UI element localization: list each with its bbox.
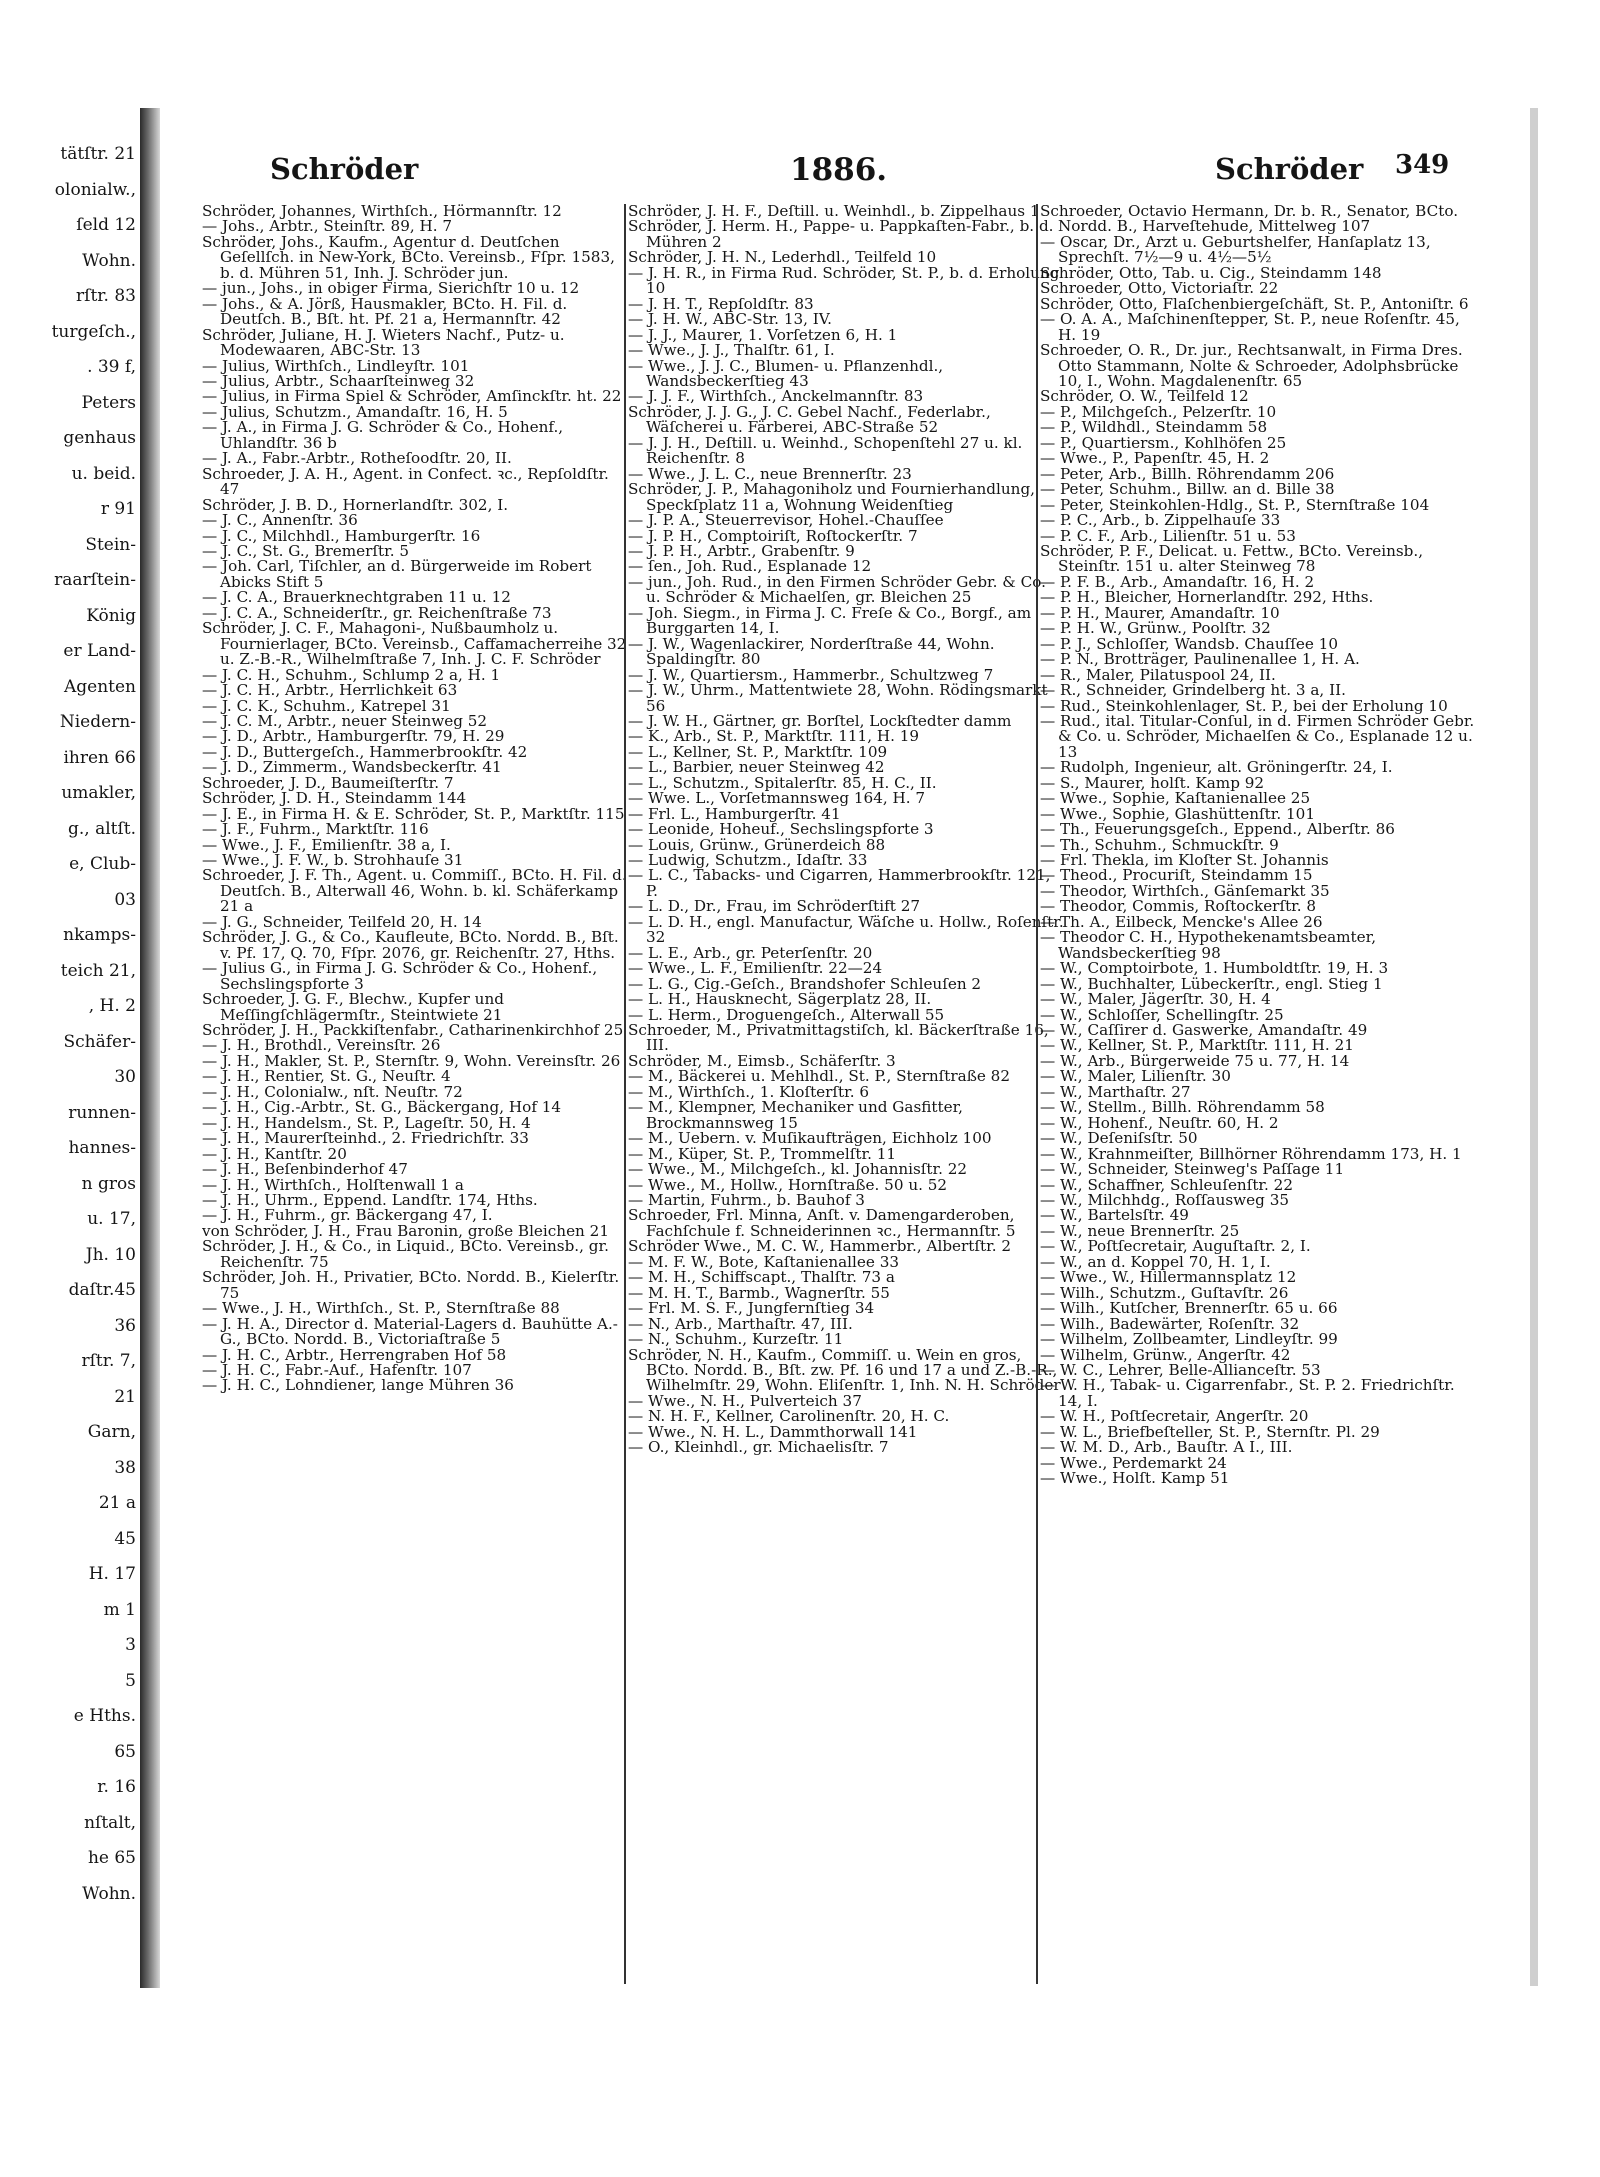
directory-entry: — R., Schneider, Grindelberg ht. 3 a, II. <box>1040 681 1346 700</box>
directory-entry: — J. H. A., Director d. Material-Lagers d. Bauhütte A.-G., BCto. Nordd. B., Victoriaſtraße 5 <box>202 1314 618 1349</box>
directory-entry: — Wilh., Badewärter, Roſenſtr. 32 <box>1040 1314 1300 1333</box>
directory-entry: — L. E., Arb., gr. Peterſenſtr. 20 <box>628 943 873 962</box>
directory-entry: — J. H., Cig.-Arbtr., St. G., Bäckergang, Hof 14 <box>202 1098 562 1117</box>
directory-entry: — W., Krahnmeiſter, Billhörner Röhrendamm 173, H. 1 <box>1040 1144 1462 1163</box>
directory-entry: — J. C., St. G., Bremerſtr. 5 <box>202 541 410 560</box>
directory-entry: — Johs., Arbtr., Steinſtr. 89, H. 7 <box>202 217 453 236</box>
directory-entry: — M., Wirthſch., 1. Kloſterſtr. 6 <box>628 1082 870 1101</box>
previous-page-fragment: 45 <box>114 1528 136 1549</box>
column-rule <box>624 204 626 1984</box>
page-edge <box>1530 108 1538 1986</box>
directory-entry: — Wwe., Perdemarkt 24 <box>1040 1453 1227 1472</box>
directory-entry: Schröder, J. H., Packkiſtenfabr., Catharinenkirchhof 25 <box>202 1021 624 1040</box>
directory-column-3 <box>1040 204 1475 1984</box>
directory-entry: — Martin, Fuhrm., b. Bauhof 3 <box>628 1191 865 1209</box>
directory-entry: — Julius, Wirthſch., Lindleyſtr. 101 <box>202 356 470 375</box>
directory-entry: — jun., Johs., in obiger Firma, Sierichſtr 10 u. 12 <box>202 279 580 298</box>
directory-entry: — J. H. C., Fabr.-Auf., Hafenſtr. 107 <box>202 1360 472 1379</box>
directory-entry: Schroeder, Otto, Victoriaſtr. 22 <box>1040 279 1279 298</box>
directory-entry: — J. J. H., Deſtill. u. Weinhd., Schopenſtehl 27 u. kl. Reichenſtr. 8 <box>628 433 1023 468</box>
directory-entry: Schroeder, J. D., Baumeiſterſtr. 7 <box>202 773 454 792</box>
directory-entry: — K., Arb., St. P., Marktſtr. 111, H. 19 <box>628 727 920 746</box>
directory-entry: — W., Schaffner, Schleuſenſtr. 22 <box>1040 1175 1294 1194</box>
directory-entry: — N., Schuhm., Kurzeſtr. 11 <box>628 1330 844 1349</box>
previous-page-fragment: Jh. 10 <box>85 1244 136 1265</box>
directory-entry: — L. D., Dr., Frau, im Schröderſtift 27 <box>628 897 921 916</box>
directory-entry: — Frl. M. S. F., Jungfernſtieg 34 <box>628 1299 875 1318</box>
previous-page-fragment: turgeſch., <box>51 321 136 342</box>
directory-entry: — Rud., ital. Titular-Conſul, in d. Firmen Schröder Gebr. & Co. u. Schröder, Michaelſen & Co., Esplanade 12 u. 13 <box>1040 711 1475 761</box>
directory-entry: — J. E., in Firma H. & E. Schröder, St. P., Marktſtr. 115 <box>202 804 625 823</box>
previous-page-fragment: genhaus <box>63 428 136 448</box>
directory-entry: — W., Schneider, Steinweg's Paſſage 11 <box>1040 1160 1345 1179</box>
directory-entry: — W., Caſſirer d. Gaswerke, Amandaſtr. 49 <box>1040 1021 1368 1040</box>
directory-entry: — J. H., Kantſtr. 20 <box>202 1144 347 1163</box>
directory-entry: — P. F. B., Arb., Amandaſtr. 16, H. 2 <box>1040 572 1315 591</box>
directory-entry: — J. H. C., Arbtr., Herrengraben Hof 58 <box>202 1345 507 1364</box>
directory-entry: — W. M. D., Arb., Bauſtr. A I., III. <box>1040 1438 1293 1457</box>
directory-entry: — J. W., Quartiersm., Hammerbr., Schultzweg 7 <box>628 665 994 684</box>
directory-entry: — L., Kellner, St. P., Marktſtr. 109 <box>628 742 888 761</box>
directory-column-1 <box>202 204 632 1984</box>
directory-entry: — Th. A., Eilbeck, Mencke's Allee 26 <box>1040 912 1323 931</box>
directory-entry: — Wilh., Kutſcher, Brennerſtr. 65 u. 66 <box>1040 1299 1338 1318</box>
directory-entry: — J. H. W., ABC-Str. 13, IV. <box>628 310 832 329</box>
previous-page-fragment: 65 <box>114 1741 136 1762</box>
directory-entry: — J. C. H., Schuhm., Schlump 2 a, H. 1 <box>202 665 501 684</box>
directory-entry: — J. P. A., Steuerrevisor, Hohel.-Chauſſee <box>628 511 944 530</box>
directory-entry: Schroeder, Octavio Hermann, Dr. b. R., Senator, BCto. Nordd. B., Harveſtehude, Mittelweg 107 <box>1040 204 1459 236</box>
previous-page-fragment: Agenten <box>63 676 136 697</box>
directory-page <box>160 108 1530 1986</box>
directory-entry: — Julius, in Firma Spiel & Schröder, Amſinckſtr. ht. 22 <box>202 387 622 406</box>
directory-entry: — L. D. H., engl. Manufactur, Wäſche u. Hollw., Roſenſtr. 32 <box>628 912 1064 947</box>
directory-entry: Schröder Wwe., M. C. W., Hammerbr., Albertſtr. 2 <box>628 1237 1012 1256</box>
directory-entry: — Louis, Grünw., Grünerdeich 88 <box>628 835 886 854</box>
directory-entry: Schröder, Johs., Kaufm., Agentur d. Deutſchen Geſellſch. in New-York, BCto. Vereinsb., Fſpr. 1583, b. d. Mühren 51, Inh. J. Schröder jun. <box>202 232 615 282</box>
running-head-left: Schröder <box>270 152 419 186</box>
directory-entry: — J. H. T., Repſoldſtr. 83 <box>628 294 814 313</box>
year-label: 1886. <box>790 152 888 188</box>
previous-page-fragment: 03 <box>114 889 136 910</box>
previous-page-fragment: Schäfer- <box>63 1031 136 1052</box>
directory-entry: — L., Schutzm., Spitalerſtr. 85, H. C., II. <box>628 773 937 792</box>
directory-entry: — J. C., Annenſtr. 36 <box>202 511 358 530</box>
previous-page-fragment: teich 21, <box>60 960 136 981</box>
directory-entry: — Th., Feuerungsgeſch., Eppend., Alberſtr. 86 <box>1040 820 1395 839</box>
directory-entry: — M. H. T., Barmb., Wagnerſtr. 55 <box>628 1283 890 1302</box>
directory-entry: Schröder, M., Eimsb., Schäferſtr. 3 <box>628 1051 896 1070</box>
previous-page-strip <box>0 118 146 1978</box>
directory-entry: — W., Kellner, St. P., Marktſtr. 111, H. 21 <box>1040 1036 1354 1055</box>
directory-entry: Schroeder, M., Privatmittagstiſch, kl. Bäckerſtraße 16, III. <box>628 1021 1049 1055</box>
directory-entry: — Theodor, Commis, Roſtockerſtr. 8 <box>1040 897 1317 916</box>
previous-page-fragment: 3 <box>125 1635 136 1655</box>
directory-entry: Schröder, J. J. G., J. C. Gebel Nachf., Federlabr., Wäſcherei u. Färberei, ABC-Straße 52 <box>628 402 991 437</box>
previous-page-fragment: g., altſt. <box>67 818 136 839</box>
previous-page-fragment: nkamps- <box>63 925 136 945</box>
previous-page-fragment: ſeld 12 <box>76 215 136 235</box>
previous-page-fragment: Peters <box>81 392 136 413</box>
directory-entry: Schroeder, O. R., Dr. jur., Rechtsanwalt, in Firma Dres. Otto Stammann, Nolte & Schroeder, Adolphsbrücke 10, I., Wohn. Magdalenenſtr. 65 <box>1040 341 1463 390</box>
previous-page-fragment: Stein- <box>85 534 136 555</box>
directory-entry: — L. Herm., Droguengeſch., Alterwall 55 <box>628 1005 945 1024</box>
directory-entry: — P., Quartiersm., Kohlhöfen 25 <box>1040 433 1287 452</box>
directory-entry: — P., Milchgeſch., Pelzerſtr. 10 <box>1040 402 1277 421</box>
directory-entry: — W. H., Poſtſecretair, Angerſtr. 20 <box>1040 1407 1309 1426</box>
page-header <box>160 150 1530 194</box>
directory-entry: — J. H. C., Lohndiener, lange Mühren 36 <box>202 1376 514 1395</box>
directory-entry: — W. C., Lehrer, Belle-Allianceſtr. 53 <box>1040 1360 1321 1379</box>
previous-page-fragment: , H. 2 <box>88 996 136 1016</box>
directory-entry: — J. H., Brothdl., Vereinsſtr. 26 <box>202 1036 441 1055</box>
directory-entry: — Wwe., M., Milchgeſch., kl. Johannisſtr. 22 <box>628 1160 968 1179</box>
directory-entry: — Frl. Thekla, im Kloſter St. Johannis <box>1040 851 1329 870</box>
directory-entry: — Wwe., Sophie, Glashüttenſtr. 101 <box>1040 804 1315 823</box>
previous-page-fragment: Niedern- <box>59 712 136 732</box>
book-gutter-shadow <box>140 108 160 1988</box>
directory-entry: Schröder, J. Herm. H., Pappe- u. Pappkaſten-Fabr., b. d. Mühren 2 <box>628 217 1054 251</box>
previous-page-fragment: n gros <box>81 1173 136 1194</box>
directory-entry: — Peter, Arb., Billh. Röhrendamm 206 <box>1040 464 1335 483</box>
directory-entry: — Oscar, Dr., Arzt u. Geburtshelfer, Hanſaplatz 13, Sprechſt. 7½—9 u. 4½—5½ <box>1040 232 1431 267</box>
directory-entry: — J. C., Milchhdl., Hamburgerſtr. 16 <box>202 526 481 545</box>
previous-page-fragment: u. 17, <box>87 1209 136 1229</box>
previous-page-fragment: e, Club- <box>69 854 136 874</box>
directory-entry: von Schröder, J. H., Frau Baronin, große Bleichen 21 <box>202 1221 609 1240</box>
directory-entry: Schroeder, Frl. Minna, Anſt. v. Damengarderoben, Fachſchule f. Schneiderinnen ꝛc., Hermannſtr. 5 <box>628 1206 1016 1240</box>
directory-entry: — Wwe., N. H., Pulverteich 37 <box>628 1391 862 1410</box>
directory-entry: — Leonide, Hoheuf., Sechslingspforte 3 <box>628 820 934 839</box>
directory-entry: — W., Stellm., Billh. Röhrendamm 58 <box>1040 1098 1325 1117</box>
previous-page-fragment: umakler, <box>61 783 136 803</box>
directory-entry: — Joh. Carl, Tiſchler, an d. Bürgerweide im Robert Abicks Stift 5 <box>202 557 592 591</box>
previous-page-fragment: daſtr.45 <box>68 1280 136 1300</box>
directory-entry: — W., Milchhdg., Roſſausweg 35 <box>1040 1191 1290 1209</box>
directory-entry: — Wwe., P., Papenſtr. 45, H. 2 <box>1040 449 1270 468</box>
directory-entry: — Wwe., J. J., Thalſtr. 61, I. <box>628 341 835 360</box>
previous-page-fragment: Wohn. <box>82 1883 136 1904</box>
directory-entry: — J. C. A., Schneiderſtr., gr. Reichenſtraße 73 <box>202 603 552 622</box>
directory-entry: — Peter, Schuhm., Billw. an d. Bille 38 <box>1040 480 1335 499</box>
directory-entry: — W., neue Brennerſtr. 25 <box>1040 1221 1240 1240</box>
directory-entry: — Wwe., J. H., Wirthſch., St. P., Sternſtraße 88 <box>202 1299 560 1318</box>
directory-entry: — J. D., Zimmerm., Wandsbeckerſtr. 41 <box>202 758 502 777</box>
previous-page-fragment: tätſtr. 21 <box>60 144 136 164</box>
previous-page-fragment: 21 a <box>98 1493 136 1513</box>
directory-entry: Schröder, P. F., Delicat. u. Fettw., BCto. Vereinsb., Steinſtr. 151 u. alter Steinweg 78 <box>1040 541 1424 576</box>
directory-entry: — Wwe., J. L. C., neue Brennerſtr. 23 <box>628 464 912 483</box>
directory-entry: — J. C. A., Brauerknechtgraben 11 u. 12 <box>202 588 511 607</box>
directory-entry: — W., Maler, Lilienſtr. 30 <box>1040 1067 1231 1086</box>
directory-entry: — Wwe., M., Hollw., Hornſtraße. 50 u. 52 <box>628 1175 948 1194</box>
directory-entry: — M., Uebern. v. Muſikaufträgen, Eichholz 100 <box>628 1129 992 1148</box>
directory-entry: — W., Bartelsſtr. 49 <box>1040 1206 1189 1225</box>
directory-entry: — W., Arb., Bürgerweide 75 u. 77, H. 14 <box>1040 1051 1350 1070</box>
directory-entry: — J. P. H., Comptoiriſt, Roſtockerſtr. 7 <box>628 526 918 545</box>
directory-entry: — M. H., Schiffscapt., Thalſtr. 73 a <box>628 1268 895 1287</box>
previous-page-fragment: Wohn. <box>82 250 136 271</box>
running-head-right: Schröder <box>1215 152 1364 186</box>
previous-page-fragment: raarſtein- <box>54 570 136 590</box>
directory-entry: — J. W., Uhrm., Mattentwiete 28, Wohn. Rödingsmarkt 56 <box>628 681 1048 715</box>
previous-page-fragment: e Hths. <box>73 1706 136 1726</box>
directory-entry: — J. D., Arbtr., Hamburgerſtr. 79, H. 29 <box>202 727 505 746</box>
directory-entry: — Peter, Steinkohlen-Hdlg., St. P., Sternſtraße 104 <box>1040 495 1430 514</box>
directory-entry: — P. N., Brotträger, Paulinenallee 1, H. A. <box>1040 650 1360 669</box>
directory-entry: Schröder, J. D. H., Steindamm 144 <box>202 789 467 808</box>
directory-entry: — J. A., Fabr.-Arbtr., Rotheſoodſtr. 20, II. <box>202 449 512 468</box>
directory-entry: — P. J., Schloſſer, Wandsb. Chauſſee 10 <box>1040 634 1338 653</box>
previous-page-fragment: rſtr. 83 <box>76 286 136 306</box>
directory-entry: — Ludwig, Schutzm., Idaſtr. 33 <box>628 851 868 870</box>
directory-entry: Schröder, J. H., & Co., in Liquid., BCto. Vereinsb., gr. Reichenſtr. 75 <box>202 1237 609 1271</box>
directory-entry: — Th., Schuhm., Schmuckſtr. 9 <box>1040 835 1279 854</box>
directory-entry: — J. P. H., Arbtr., Grabenſtr. 9 <box>628 541 855 560</box>
directory-entry: — Frl. L., Hamburgerſtr. 41 <box>628 804 841 823</box>
directory-entry: Schröder, N. H., Kaufm., Commiſſ. u. Wein en gros, BCto. Nordd. B., Bſt. zw. Pf. 16 und 17 a und Z.-B.-R., Wilhelmſtr. 29, Wohn. Eliſenſtr. 1, Inh. N. H. Schröder <box>628 1345 1061 1395</box>
directory-entry: — J. W., Wagenlackirer, Norderſtraße 44, Wohn. Spaldingſtr. 80 <box>628 634 995 669</box>
directory-entry: — Wwe., N. H. L., Dammthorwall 141 <box>628 1422 918 1441</box>
directory-entry: — L., Barbier, neuer Steinweg 42 <box>628 758 885 777</box>
directory-entry: — M., Bäckerei u. Mehlhdl., St. P., Sternſtraße 82 <box>628 1067 1010 1086</box>
directory-entry: — Rudolph, Ingenieur, alt. Gröningerſtr. 24, I. <box>1040 758 1393 777</box>
directory-entry: — Theodor, Wirthſch., Gänſemarkt 35 <box>1040 881 1330 900</box>
directory-entry: — P. H., Maurer, Amandaſtr. 10 <box>1040 603 1280 622</box>
directory-entry: — L. C., Tabacks- und Cigarren, Hammerbrookſtr. 121, P. <box>628 866 1051 900</box>
directory-entry: — Wwe., J. J. C., Blumen- u. Pflanzenhdl., Wandsbeckerſtieg 43 <box>628 356 944 390</box>
previous-page-fragment: 30 <box>114 1067 136 1087</box>
directory-entry: — jun., Joh. Rud., in den Firmen Schröder Gebr. & Co. u. Schröder & Michaelſen, gr. Bleichen 25 <box>628 572 1046 607</box>
directory-entry: — L. H., Hausknecht, Sägerplatz 28, II. <box>628 990 932 1009</box>
directory-entry: — W. L., Briefbeſteller, St. P., Sternſtr. Pl. 29 <box>1040 1422 1380 1441</box>
directory-entry: — W., Comptoirbote, 1. Humboldtſtr. 19, H. 3 <box>1040 959 1389 978</box>
directory-entry: — N. H. F., Kellner, Carolinenſtr. 20, H. C. <box>628 1407 950 1426</box>
directory-entry: — J. D., Buttergeſch., Hammerbrookſtr. 42 <box>202 742 528 761</box>
directory-entry: — Wwe. L., Vorſetmannsweg 164, H. 7 <box>628 789 926 808</box>
previous-page-fragment: ihren 66 <box>63 747 136 768</box>
directory-entry: Schroeder, J. A. H., Agent. in Confect. ꝛc., Repſoldſtr. 47 <box>202 464 609 499</box>
directory-entry: — J. F., Fuhrm., Marktſtr. 116 <box>202 820 429 839</box>
directory-entry: — P. C., Arb., b. Zippelhauſe 33 <box>1040 511 1281 530</box>
directory-entry: — Wwe., W., Hillermannsplatz 12 <box>1040 1268 1297 1287</box>
directory-entry: Schröder, J. P., Mahagoniholz und Fournierhandlung, Speckſplatz 11 a, Wohnung Weidenſtieg <box>628 480 1035 514</box>
directory-entry: Schröder, J. B. D., Hornerlandſtr. 302, I. <box>202 495 509 514</box>
previous-page-fragment: hannes- <box>68 1138 136 1158</box>
directory-entry: Schröder, J. H. F., Deſtill. u. Weinhdl., b. Zippelhaus 1 <box>628 204 1040 220</box>
previous-page-fragment: 5 <box>125 1670 136 1691</box>
directory-entry: — J. J. F., Wirthſch., Anckelmannſtr. 83 <box>628 387 924 406</box>
directory-entry: — R., Maler, Pilatuspool 24, II. <box>1040 665 1276 684</box>
directory-column-2 <box>628 204 1064 1984</box>
directory-entry: — J. C. H., Arbtr., Herrlichkeit 63 <box>202 681 458 700</box>
directory-entry: — J. J., Maurer, 1. Vorſetzen 6, H. 1 <box>628 325 898 344</box>
directory-entry: — Wilh., Schutzm., Guſtavſtr. 26 <box>1040 1283 1289 1302</box>
directory-entry: — W., an d. Koppel 70, H. 1, I. <box>1040 1252 1271 1271</box>
directory-entry: — Wilhelm, Grünw., Angerſtr. 42 <box>1040 1345 1291 1364</box>
directory-entry: — Wwe., L. F., Emilienſtr. 22—24 <box>628 959 883 978</box>
directory-entry: — J. H., Beſenbinderhof 47 <box>202 1160 408 1179</box>
previous-page-fragment: 21 <box>114 1386 136 1407</box>
directory-entry: — Johs., & A. Jörß, Hausmakler, BCto. H. Fil. d. Deutſch. B., Bſt. ht. Pf. 21 a, Hermannſtr. 42 <box>202 294 568 329</box>
directory-entry: — W., Marthaſtr. 27 <box>1040 1082 1191 1101</box>
directory-entry: — Julius, Arbtr., Schaarſteinweg 32 <box>202 371 475 390</box>
directory-entry: — J. H., Maurerſteinhd., 2. Friedrichſtr. 33 <box>202 1129 529 1148</box>
directory-entry: — O. A. A., Maſchinenſtepper, St. P., neue Roſenſtr. 45, H. 19 <box>1040 310 1460 344</box>
directory-entry: — J. H. R., in Firma Rud. Schröder, St. P., b. d. Erholung 10 <box>628 263 1060 298</box>
previous-page-fragment: 38 <box>114 1457 136 1478</box>
directory-entry: — Julius G., in Firma J. G. Schröder & Co., Hohenf., Sechslingspforte 3 <box>202 959 598 993</box>
previous-page-fragment: olonialw., <box>54 179 136 200</box>
directory-entry: Schröder, J. C. F., Mahagoni-, Nußbaumholz u. Fournierlager, BCto. Vereinsb., Caffamacherreihe 32 u. Z.-B.-R., Wilhelmſtraße 7, Inh. J. C. F. Schröder <box>202 619 627 669</box>
directory-entry: — Wwe., J. F., Emilienſtr. 38 a, I. <box>202 835 451 854</box>
previous-page-fragment: rſtr. 7, <box>81 1351 136 1371</box>
directory-entry: — W., Deſeniſsſtr. 50 <box>1040 1129 1198 1148</box>
directory-entry: — ſen., Joh. Rud., Esplanade 12 <box>628 557 872 576</box>
directory-entry: — Theodor C. H., Hypothekenamtsbeamter, Wandsbeckerſtieg 98 <box>1040 928 1377 962</box>
previous-page-fragment: Garn, <box>87 1422 136 1442</box>
directory-entry: — Wwe., Sophie, Kaſtanienallee 25 <box>1040 789 1311 808</box>
directory-entry: — P., Wildhdl., Steindamm 58 <box>1040 418 1268 437</box>
column-rule <box>1036 204 1038 1984</box>
directory-entry: — J. H., Fuhrm., gr. Bäckergang 47, I. <box>202 1206 493 1225</box>
previous-page-fragment: runnen- <box>68 1102 136 1123</box>
directory-entry: — W., Buchhalter, Lübeckerſtr., engl. Stieg 1 <box>1040 974 1383 993</box>
directory-entry: — P. H., Bleicher, Hornerlandſtr. 292, Hths. <box>1040 588 1374 607</box>
directory-entry: Schroeder, J. F. Th., Agent. u. Commiſſ., BCto. H. Fil. d. Deutſch. B., Alterwall 46, Wohn. b. kl. Schäferkamp 21 a <box>202 866 627 916</box>
directory-entry: — J. G., Schneider, Teilfeld 20, H. 14 <box>202 912 482 931</box>
directory-entry: — Joh. Siegm., in Firma J. C. Freſe & Co., Borgf., am Burggarten 14, I. <box>628 603 1032 638</box>
previous-page-fragment: he 65 <box>87 1848 136 1868</box>
directory-entry: — J. C. M., Arbtr., neuer Steinweg 52 <box>202 711 488 730</box>
previous-page-fragment: m 1 <box>103 1599 136 1620</box>
directory-entry: — P. H. W., Grünw., Poolſtr. 32 <box>1040 619 1271 638</box>
page-number: 349 <box>1395 150 1450 180</box>
directory-entry: — J. H., Rentier, St. G., Neuſtr. 4 <box>202 1067 451 1086</box>
directory-entry: — J. C. K., Schuhm., Katrepel 31 <box>202 696 451 715</box>
directory-entry: — O., Kleinhdl., gr. Michaelisſtr. 7 <box>628 1438 889 1457</box>
directory-entry: — M., Küper, St. P., Trommelſtr. 11 <box>628 1144 897 1163</box>
previous-page-fragment: . 39 f, <box>87 357 136 377</box>
directory-entry: — W., Maler, Jägerſtr. 30, H. 4 <box>1040 990 1271 1009</box>
directory-entry: — W. H., Tabak- u. Cigarrenfabr., St. P. 2. Friedrichſtr. 14, I. <box>1040 1376 1455 1410</box>
directory-entry: Schröder, O. W., Teilfeld 12 <box>1040 387 1249 406</box>
directory-entry: Schröder, J. G., & Co., Kaufleute, BCto. Nordd. B., Bſt. v. Pf. 17, Q. 70, Fſpr. 2076, gr. Reichenſtr. 27, Hths. <box>202 928 619 962</box>
directory-entry: Schröder, J. H. N., Lederhdl., Teilfeld 10 <box>628 248 937 267</box>
directory-entry: — M. F. W., Bote, Kaſtanienallee 33 <box>628 1252 900 1271</box>
directory-entry: — J. H., Handelsm., St. P., Lageſtr. 50, H. 4 <box>202 1113 531 1132</box>
previous-page-fragment: u. beid. <box>71 463 136 484</box>
directory-entry: Schröder, Otto, Flaſchenbiergeſchäft, St. P., Antoniſtr. 6 <box>1040 294 1469 313</box>
directory-entry: Schroeder, J. G. F., Blechw., Kupfer und Meſſingſchlägermſtr., Steintwiete 21 <box>202 990 504 1024</box>
directory-entry: — S., Maurer, holſt. Kamp 92 <box>1040 773 1265 792</box>
directory-entry: — W., Schloſſer, Schellingſtr. 25 <box>1040 1005 1284 1024</box>
directory-entry: Schröder, Otto, Tab. u. Cig., Steindamm 148 <box>1040 263 1382 282</box>
directory-entry: — W., Poſtſecretair, Auguſtaſtr. 2, I. <box>1040 1237 1311 1256</box>
directory-entry: — J. H., Colonialw., nſt. Neuſtr. 72 <box>202 1082 463 1101</box>
directory-entry: — Julius, Schutzm., Amandaſtr. 16, H. 5 <box>202 402 508 421</box>
previous-page-fragment: nſtalt, <box>84 1812 136 1833</box>
directory-entry: — P. C. F., Arb., Lilienſtr. 51 u. 53 <box>1040 526 1296 545</box>
directory-entry: — J. A., in Firma J. G. Schröder & Co., Hohenf., Uhlandſtr. 36 b <box>202 418 564 452</box>
directory-entry: — J. H., Makler, St. P., Sternſtr. 9, Wohn. Vereinsſtr. 26 <box>202 1051 621 1070</box>
previous-page-fragment: König <box>86 605 136 626</box>
directory-entry: — J. H., Uhrm., Eppend. Landſtr. 174, Hths. <box>202 1191 538 1209</box>
directory-entry: — Wilhelm, Zollbeamter, Lindleyſtr. 99 <box>1040 1330 1338 1349</box>
previous-page-fragment: 36 <box>114 1315 136 1336</box>
directory-entry: Schröder, Juliane, H. J. Wieters Nachf., Putz- u. Modewaaren, ABC-Str. 13 <box>202 325 565 360</box>
previous-page-fragment: er Land- <box>63 641 136 661</box>
directory-entry: — Wwe., J. F. W., b. Strohhauſe 31 <box>202 851 464 870</box>
directory-entry: Schröder, Joh. H., Privatier, BCto. Nordd. B., Kielerſtr. 75 <box>202 1268 620 1302</box>
previous-page-fragment: r 91 <box>100 499 136 519</box>
previous-page-fragment: r. 16 <box>97 1777 136 1797</box>
directory-entry: — J. W. H., Gärtner, gr. Borſtel, Lockſtedter damm <box>628 711 1012 730</box>
directory-entry: — Wwe., Holſt. Kamp 51 <box>1040 1469 1230 1488</box>
directory-entry: — Theod., Procuriſt, Steindamm 15 <box>1040 866 1313 885</box>
directory-entry: — Rud., Steinkohlenlager, St. P., bei der Erholung 10 <box>1040 696 1448 715</box>
directory-entry: — L. G., Cig.-Geſch., Brandshofer Schleuſen 2 <box>628 974 982 993</box>
directory-entry: Schröder, Johannes, Wirthſch., Hörmannſtr. 12 <box>202 204 562 220</box>
previous-page-fragment: H. 17 <box>88 1564 136 1584</box>
directory-entry: — M., Klempner, Mechaniker und Gasfitter, Brockmannsweg 15 <box>628 1098 964 1132</box>
directory-entry: — J. H., Wirthſch., Holſtenwall 1 a <box>202 1175 464 1194</box>
directory-entry: — N., Arb., Marthaſtr. 47, III. <box>628 1314 853 1333</box>
directory-entry: — W., Hohenf., Neuſtr. 60, H. 2 <box>1040 1113 1279 1132</box>
